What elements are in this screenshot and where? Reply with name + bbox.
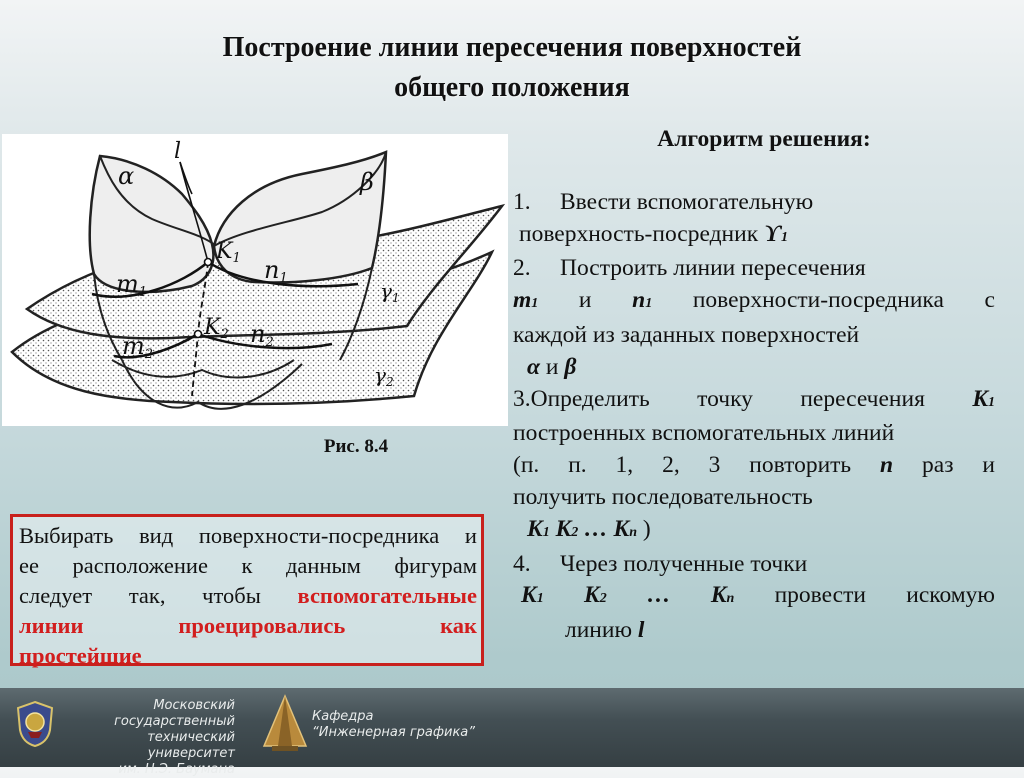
step-3-line-1: 3.Определить точку пересечения K1 [513,385,995,412]
title-line-2: общего положения [394,72,630,103]
step-3-line-3: (п. п. 1, 2, 3 повторить n раз и [513,452,995,479]
label-gamma2: $\gamma_2$ [374,363,394,389]
note-line-4: линии проецировались как [19,613,477,638]
note-line-3: следует так, чтобы вспомогательные [19,583,477,608]
step-4-line-3: линию l [565,617,645,644]
label-n1: n1 [264,256,288,286]
mstu-crest-icon [14,700,56,748]
step-1-line-1: 1. Ввести вспомогательную [513,188,814,215]
surfaces-drawing [2,134,508,426]
step-2-line-2: m1 и n1 поверхности-посредника с [513,287,995,314]
point-k2 [195,331,202,338]
note-line-5: простейшие [19,643,142,668]
step-1-line-2: поверхность-посредник ϒ1 [519,220,789,247]
footer-bar [0,688,1024,777]
figure-caption: Рис. 8.4 [323,436,389,457]
label-m2: m2 [122,332,154,362]
step-4-line-1: 4. Через полученные точки [513,550,808,577]
label-l: l [174,139,182,164]
step-2-line-1: 2. Построить линии пересечения [513,255,866,282]
label-alpha: α [118,162,135,190]
ik-pyramid-logo-icon [262,694,308,754]
note-line-1: Выбирать вид поверхности-посредника и [19,523,477,548]
step-4-line-2: K1 K2 … Kn провести искомую [521,582,995,609]
slide-title [0,28,1024,108]
note-box [10,514,484,666]
note-line-2: ее расположение к данным фигурам [19,553,477,578]
title-line-1: Построение линии пересечения поверхностей [222,32,802,63]
step-2-line-4: α и β [527,353,577,380]
label-beta: β [360,168,374,196]
label-k2: K2 [204,315,229,342]
point-k1 [205,259,212,266]
label-m1: m1 [116,270,148,300]
algorithm-block [513,124,995,647]
surfaces-figure [2,134,508,426]
algorithm-heading: Алгоритм решения: [657,126,871,152]
step-3-sequence: K1 K2 … Kn ) [527,515,651,542]
step-3-line-2: построенных вспомогательных линий [513,420,895,447]
label-gamma1: $\gamma_1$ [380,279,400,305]
step-3-line-4: получить последовательность [513,483,813,510]
mstu-name: Московский государственный технический университет им. Н.Э. Баумана [114,698,235,777]
department-name: Кафедра “Инженерная графика” [312,709,476,740]
label-n2: n2 [250,320,274,350]
step-2-line-3: каждой из заданных поверхностей [513,321,860,348]
gamma-symbol: ϒ1 [763,220,789,247]
label-k1: K1 [216,239,241,266]
